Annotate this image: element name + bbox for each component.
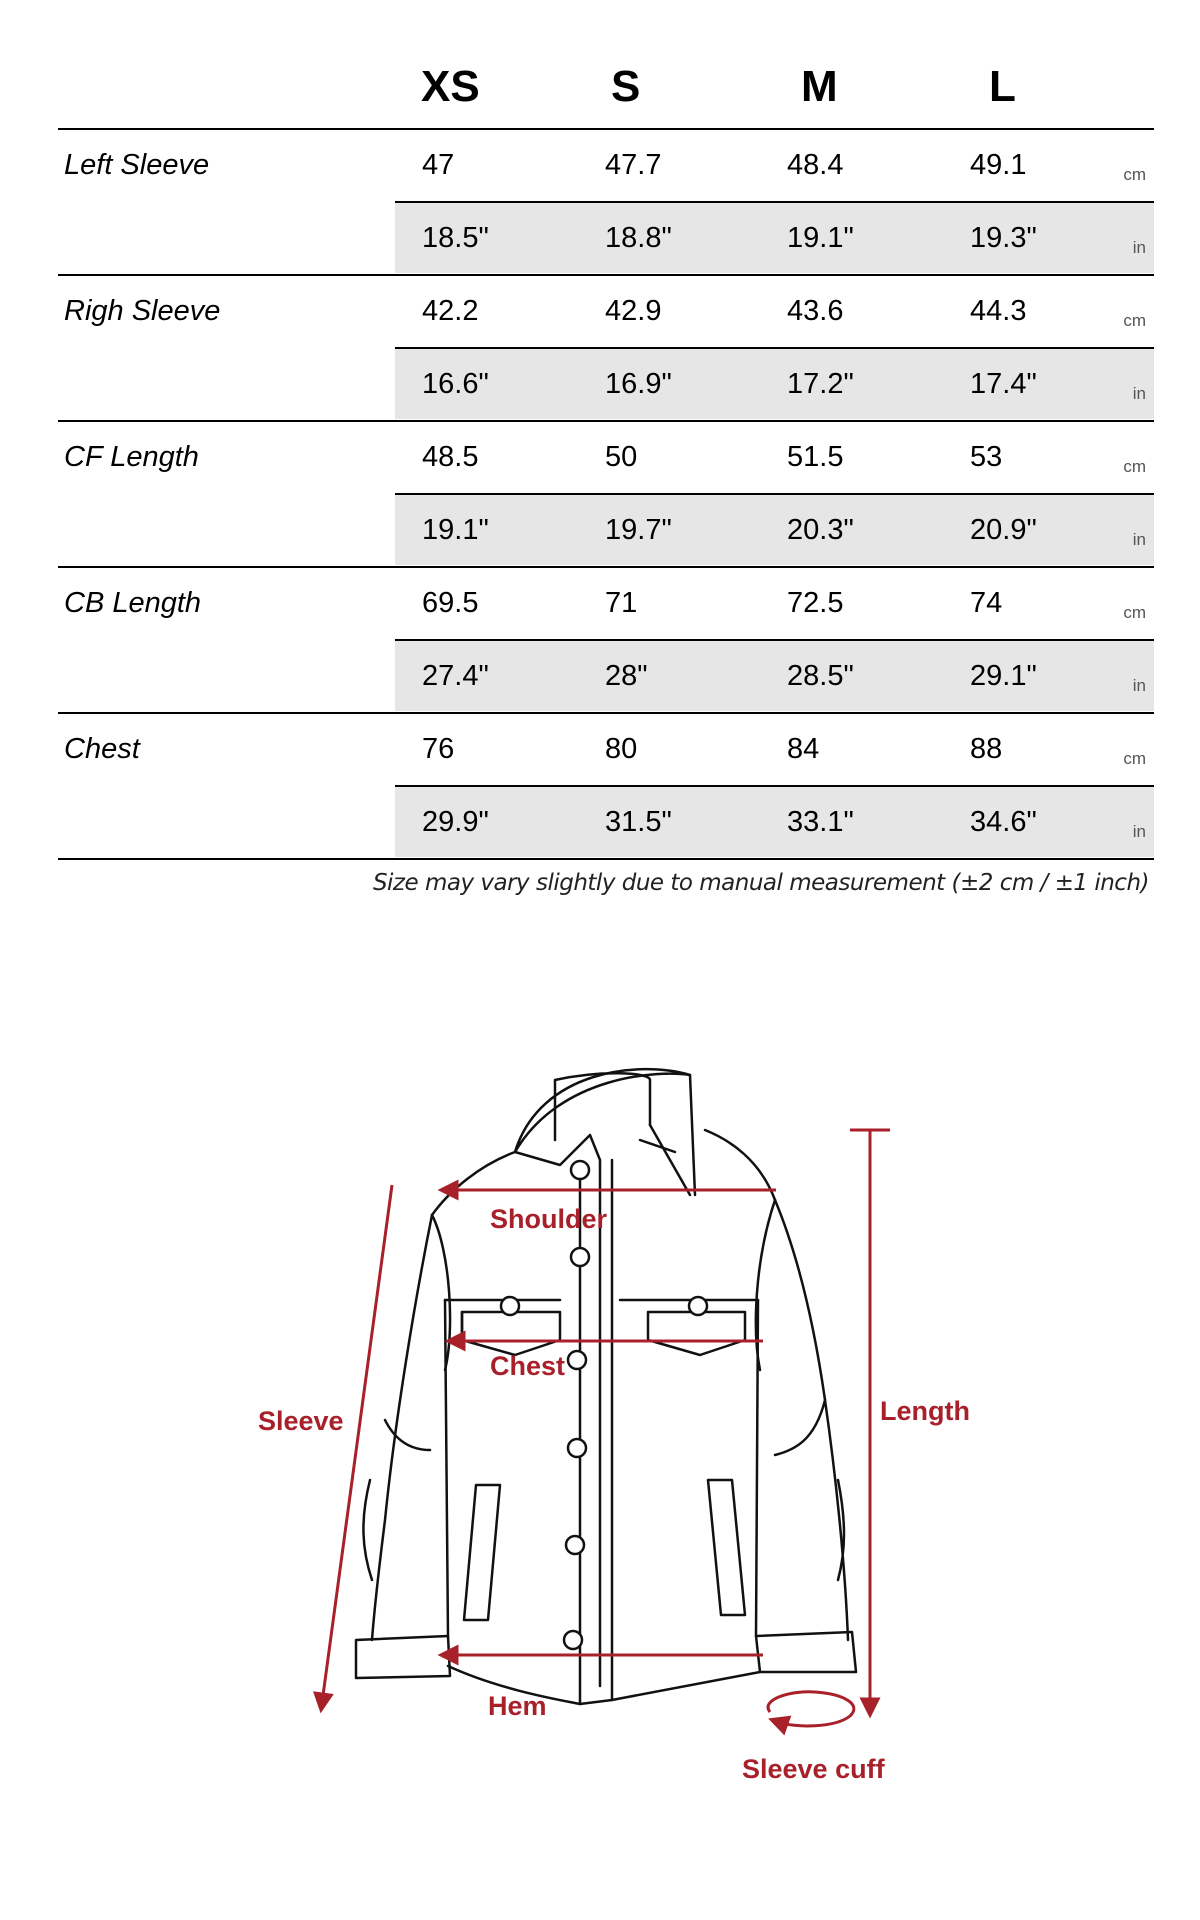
cm-value-cell: 80 — [605, 733, 638, 765]
measurement-label: CF Length — [64, 441, 199, 473]
cm-value-cell: 42.2 — [422, 295, 479, 327]
cm-value-cell: 69.5 — [422, 587, 479, 619]
length-label: Length — [880, 1396, 970, 1426]
cm-value-cell: 48.5 — [422, 441, 479, 473]
measurement-note: Size may vary slightly due to manual measurement (±2 cm / ±1 inch) — [372, 870, 1149, 896]
cm-value-cell: 51.5 — [787, 441, 844, 473]
inch-value-cell: 34.6" — [970, 806, 1037, 838]
cm-value-cell: 42.9 — [605, 295, 662, 327]
table-row-rule — [58, 274, 1154, 276]
unit-cm: cm — [1123, 457, 1146, 476]
diagram-labels — [258, 1204, 970, 1784]
sleeve-label: Sleeve — [258, 1406, 344, 1436]
inch-row-shade — [395, 203, 1154, 273]
measurement-label: CB Length — [64, 587, 202, 619]
inch-value-cell: 19.1" — [422, 514, 489, 546]
inch-value-cell: 20.9" — [970, 514, 1037, 546]
inch-value-cell: 16.9" — [605, 368, 672, 400]
inch-row-shade — [395, 495, 1154, 565]
inch-value-cell: 27.4" — [422, 660, 489, 692]
inch-value-cell: 19.1" — [787, 222, 854, 254]
size-header-xs: XS — [421, 62, 480, 111]
size-header-l: L — [989, 62, 1016, 111]
unit-cm: cm — [1123, 311, 1146, 330]
cm-value-cell: 88 — [970, 733, 1003, 765]
hem-label: Hem — [488, 1691, 547, 1721]
row-divider — [395, 493, 1154, 495]
table-row-rule — [58, 420, 1154, 422]
unit-in: in — [1132, 822, 1146, 841]
row-divider — [395, 785, 1154, 787]
size-header-s: S — [611, 62, 641, 111]
inch-value-cell: 31.5" — [605, 806, 672, 838]
inch-row-shade — [395, 641, 1154, 711]
cm-value-cell: 71 — [605, 587, 638, 619]
cm-value-cell: 74 — [970, 587, 1003, 619]
measurement-label: Righ Sleeve — [64, 295, 221, 327]
table-top-rule — [58, 128, 1154, 130]
jacket-measurement-diagram — [0, 1000, 1200, 1820]
cm-value-cell: 76 — [422, 733, 455, 765]
row-divider — [395, 347, 1154, 349]
inch-value-cell: 16.6" — [422, 368, 489, 400]
cm-value-cell: 53 — [970, 441, 1003, 473]
unit-cm: cm — [1123, 749, 1146, 768]
inch-value-cell: 19.3" — [970, 222, 1037, 254]
inch-row-shade — [395, 349, 1154, 419]
row-divider — [395, 639, 1154, 641]
table-row-rule — [58, 858, 1154, 860]
chest-label: Chest — [490, 1351, 566, 1381]
inch-value-cell: 33.1" — [787, 806, 854, 838]
unit-in: in — [1132, 384, 1146, 403]
inch-value-cell: 28" — [605, 660, 648, 692]
row-divider — [395, 201, 1154, 203]
cm-value-cell: 84 — [787, 733, 820, 765]
cm-value-cell: 47.7 — [605, 149, 662, 181]
inch-value-cell: 18.8" — [605, 222, 672, 254]
inch-value-cell: 17.2" — [787, 368, 854, 400]
cm-value-cell: 49.1 — [970, 149, 1027, 181]
unit-cm: cm — [1123, 165, 1146, 184]
cm-value-cell: 48.4 — [787, 149, 844, 181]
unit-in: in — [1132, 530, 1146, 549]
unit-in: in — [1132, 238, 1146, 257]
unit-in: in — [1132, 676, 1146, 695]
unit-cm: cm — [1123, 603, 1146, 622]
cm-value-cell: 43.6 — [787, 295, 844, 327]
size-header-m: M — [801, 62, 838, 111]
measurement-label: Left Sleeve — [64, 149, 210, 181]
cm-value-cell: 72.5 — [787, 587, 844, 619]
inch-value-cell: 19.7" — [605, 514, 672, 546]
shoulder-label: Shoulder — [490, 1204, 608, 1234]
inch-value-cell: 18.5" — [422, 222, 489, 254]
cm-value-cell: 50 — [605, 441, 638, 473]
jacket-buttons — [501, 1161, 707, 1649]
inch-value-cell: 17.4" — [970, 368, 1037, 400]
table-row-rule — [58, 712, 1154, 714]
sleeve-cuff-label: Sleeve cuff — [742, 1754, 885, 1784]
cm-value-cell: 44.3 — [970, 295, 1027, 327]
inch-value-cell: 29.9" — [422, 806, 489, 838]
inch-value-cell: 28.5" — [787, 660, 854, 692]
sleeve-arrow — [322, 1185, 392, 1703]
inch-row-shade — [395, 787, 1154, 857]
cm-value-cell: 47 — [422, 149, 455, 181]
inch-value-cell: 20.3" — [787, 514, 854, 546]
table-row-rule — [58, 566, 1154, 568]
jacket-outline — [356, 1069, 856, 1704]
measurement-label: Chest — [64, 733, 140, 765]
inch-value-cell: 29.1" — [970, 660, 1037, 692]
sleeve-cuff-arrow — [768, 1692, 854, 1726]
